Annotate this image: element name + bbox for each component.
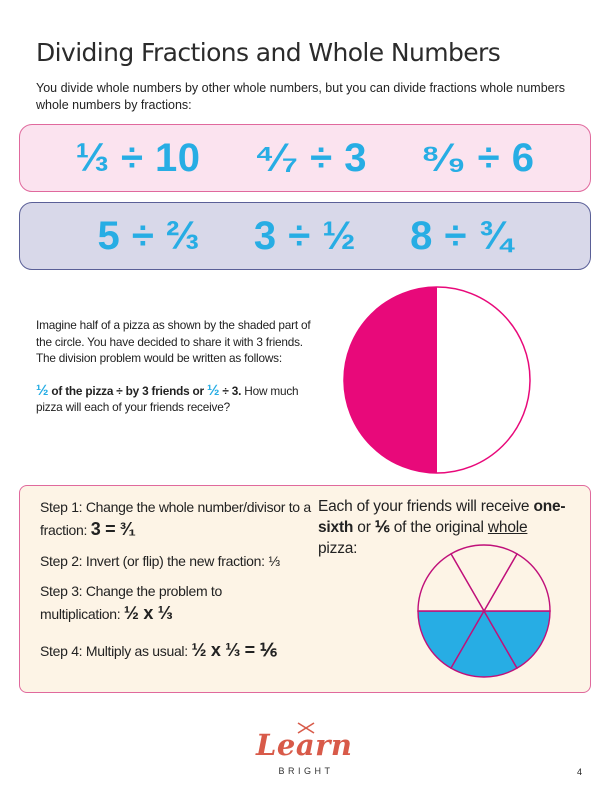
steps-panel: [19, 485, 591, 693]
step-2-math: ⅓: [268, 553, 280, 569]
one-sixth-fraction: ⅙: [374, 519, 390, 536]
whole-word: whole: [487, 519, 528, 536]
result-line-1: Each of your friends will receive: [318, 498, 534, 515]
shaded-half: [344, 287, 437, 473]
page-number: 4: [577, 767, 583, 777]
expression: 8 ÷ ¾: [410, 213, 513, 258]
step-3: [40, 580, 280, 625]
whole-by-fraction-band: [19, 202, 591, 270]
question-rest: How much pizza will each of your friends receive?: [36, 383, 299, 414]
page-title: Dividing Fractions and Whole Numbers: [36, 38, 501, 67]
step-4-math: ½ x ⅓ = ⅙: [191, 640, 277, 660]
one-sixth-word: one-sixth: [318, 498, 566, 536]
step-4-text: Step 4: Multiply as usual:: [40, 643, 192, 659]
half-pizza-diagram: [342, 285, 532, 475]
step-4: [40, 639, 325, 662]
expression: ⁴⁄₇ ÷ 3: [254, 135, 367, 180]
step-1: [40, 496, 325, 541]
learn-bright-logo: [250, 722, 362, 782]
step-2-text: Step 2: Invert (or flip) the new fraction:: [40, 553, 269, 569]
expression: 5 ÷ ⅔: [97, 213, 200, 258]
pizza-explanation: [36, 317, 316, 416]
sixths-pizza-diagram: [416, 543, 552, 679]
step-2: [40, 550, 325, 572]
question-bold-part: ÷ 3.: [219, 383, 242, 398]
intro-paragraph: You divide whole numbers by other whole numbers, but you can divide fractions whole numbers whole numbers by fractions:: [36, 81, 566, 112]
step-3-text: Step 3: Change the problem to multiplication:: [40, 583, 222, 622]
half-fraction: ½: [207, 381, 220, 399]
expression: 3 ÷ ½: [253, 213, 357, 258]
result-line-3: pizza:: [318, 540, 358, 557]
step-3-math: ½ x ⅓: [123, 603, 173, 623]
step-1-text: Step 1: Change the whole number/divisor to a fraction:: [40, 499, 311, 538]
question-bold-part: of the pizza ÷ by 3 friends or: [48, 383, 208, 398]
step-1-math: 3 = ³⁄₁: [90, 519, 136, 539]
fraction-by-whole-band: [19, 124, 591, 192]
expression: ⁸⁄₉ ÷ 6: [420, 135, 535, 180]
half-fraction: ½: [36, 381, 49, 399]
pizza-question: [36, 383, 316, 416]
result-line-2: of the original: [389, 519, 488, 536]
logo-subtitle: BRIGHT: [278, 766, 334, 776]
pizza-paragraph: Imagine half of a pizza as shown by the shaded part of the circle. You have decided to share it with 3 friends. The division problem would be written as follows:: [36, 318, 311, 365]
expression: ⅓ ÷ 10: [75, 135, 201, 180]
result-or: or: [353, 519, 375, 536]
logo-word: Learn: [256, 728, 353, 762]
